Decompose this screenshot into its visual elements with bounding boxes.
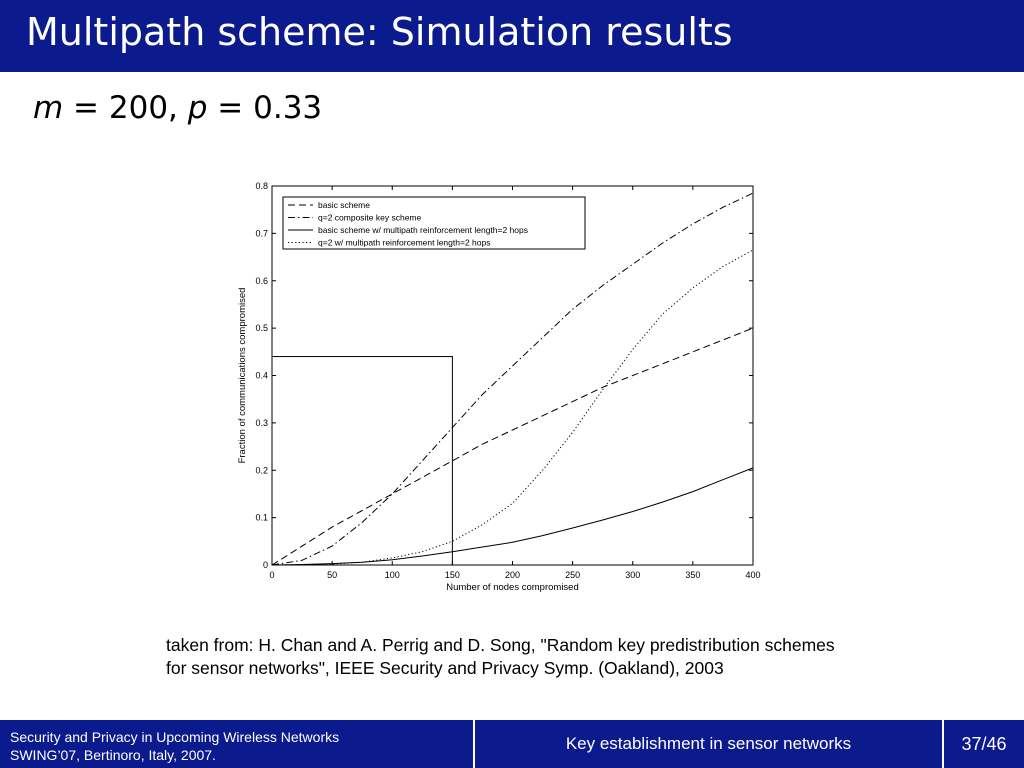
series-line-4 bbox=[272, 250, 753, 565]
y-tick-label: 0.7 bbox=[255, 228, 268, 239]
footer-course-title: Security and Privacy in Upcoming Wireless Networks bbox=[10, 729, 340, 745]
x-tick-label: 100 bbox=[384, 570, 400, 580]
simulation-parameters bbox=[33, 90, 322, 126]
footer-course-info bbox=[10, 728, 339, 764]
y-tick-label: 0.1 bbox=[255, 512, 268, 523]
param-m-symbol: m bbox=[33, 90, 64, 126]
x-tick-label: 200 bbox=[504, 570, 521, 580]
title-bar bbox=[0, 0, 1024, 72]
x-tick-label: 250 bbox=[565, 570, 581, 580]
citation-caption: taken from: H. Chan and A. Perrig and D. Song, "Random key predistribution schemes for sensor networks", IEEE Security and Privacy Symp. (Oakland), 2003 bbox=[166, 635, 835, 678]
highlight-box bbox=[272, 357, 452, 565]
series-line-1 bbox=[272, 328, 753, 565]
legend-label: q=2 w/ multipath reinforcement length=2 hops bbox=[318, 237, 491, 248]
page-number: 37/46 bbox=[961, 734, 1007, 754]
series-line-3 bbox=[272, 468, 753, 565]
legend-label: basic scheme w/ multipath reinforcement length=2 hops bbox=[318, 225, 529, 235]
y-tick-label: 0.6 bbox=[255, 275, 268, 286]
x-axis-label: Number of nodes compromised bbox=[446, 582, 579, 593]
y-tick-label: 0.3 bbox=[255, 417, 268, 428]
legend-label: basic scheme bbox=[318, 200, 370, 210]
y-tick-label: 0.2 bbox=[255, 465, 268, 476]
param-p-symbol: p bbox=[187, 90, 208, 126]
x-tick-label: 150 bbox=[444, 570, 460, 580]
y-tick-label: 0.5 bbox=[255, 323, 268, 334]
simulation-chart bbox=[230, 175, 770, 605]
x-tick-label: 50 bbox=[327, 570, 338, 580]
x-tick-label: 300 bbox=[625, 570, 641, 580]
x-tick-label: 400 bbox=[745, 570, 761, 580]
y-tick-label: 0 bbox=[262, 560, 268, 570]
footer-bar bbox=[0, 720, 1024, 768]
footer-section-title: Key establishment in sensor networks bbox=[565, 734, 852, 753]
x-tick-label: 350 bbox=[685, 570, 701, 580]
slide-title: Multipath scheme: Simulation results bbox=[26, 10, 733, 54]
x-tick-label: 0 bbox=[269, 570, 275, 580]
y-tick-label: 0.8 bbox=[255, 181, 268, 191]
legend-label: q=2 composite key scheme bbox=[318, 212, 422, 223]
footer-course-venue: SWING’07, Bertinoro, Italy, 2007. bbox=[10, 747, 216, 763]
y-tick-label: 0.4 bbox=[255, 370, 268, 381]
param-p-value: = 0.33 bbox=[207, 90, 323, 126]
y-axis-label: Fraction of communications compromised bbox=[237, 287, 248, 464]
param-m-value: = 200, bbox=[63, 90, 188, 126]
